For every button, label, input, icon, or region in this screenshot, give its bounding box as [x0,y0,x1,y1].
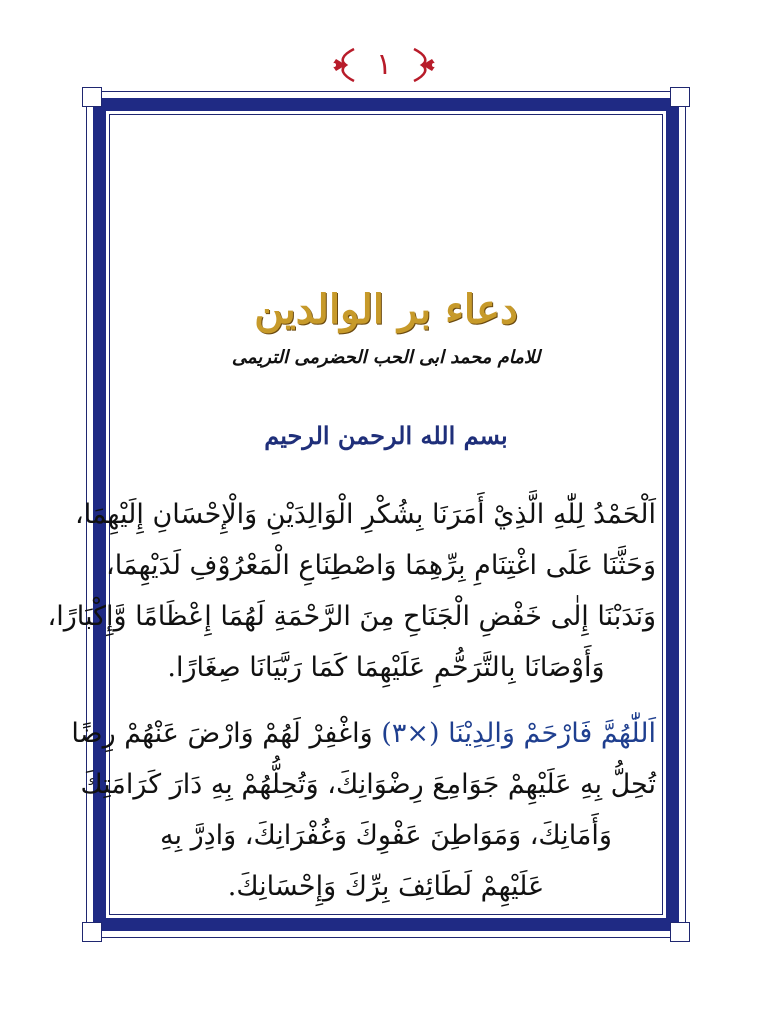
prayer-line: وَأَمَانِكَ، وَمَوَاطِنَ عَفْوِكَ وَغُفْرَانِكَ، وَادِرَّ بِهِ [160,820,612,851]
author-line: للامام محمد ابى الحب الحضرمى التريمى [231,347,541,368]
prayer-line: تُحِلُّ بِهِ عَلَيْهِمْ جَوَامِعَ رِضْوَانِكَ، وَتُحِلُّهُمْ بِهِ دَارَ كَرَامَتِكَ [80,769,656,800]
prayer-line: اَلْحَمْدُ لِلّٰهِ الَّذِيْ أَمَرَنَا بِشُكْرِ الْوَالِدَيْنِ وَالْإِحْسَانِ إِلَيْهِمَا، [75,499,656,530]
bracket-ornament-left-icon [328,45,360,85]
highlighted-invocation: اَللّٰهُمَّ فَارْحَمْ وَالِدِيْنَا (×٣) [381,718,656,749]
basmala-calligraphy: بسم الله الرحمن الرحيم [264,421,508,450]
prayer-line: عَلَيْهِمْ لَطَائِفَ بِرِّكَ وَإِحْسَانِكَ. [227,871,545,902]
page-number-ornament [0,40,768,90]
prayer-line [71,708,656,759]
prayer-line-rest: وَاغْفِرْ لَهُمْ وَارْضَ عَنْهُمْ رِضًا [71,718,382,749]
page-content [47,91,686,938]
prayer-line: وَنَدَبْنَا إِلٰى خَفْضِ الْجَنَاحِ مِنَ الرَّحْمَةِ لَهُمَا إِعْظَامًا وَّإِكْبَارًا، [47,601,656,632]
prayer-line: وَحَثَّنَا عَلَى اغْتِنَامِ بِرِّهِمَا وَاصْطِنَاعِ الْمَعْرُوْفِ لَدَيْهِمَا، [106,550,656,581]
page-title: دعاء بر الوالدين [254,286,518,333]
prayer-paragraph-1 [47,489,656,693]
prayer-line: وَأَوْصَانَا بِالتَّرَحُّمِ عَلَيْهِمَا كَمَا رَبَّيَانَا صِغَارًا. [167,652,605,683]
page-number: ١ [375,47,393,82]
bracket-ornament-right-icon [408,45,440,85]
prayer-paragraph-2 [71,708,656,912]
